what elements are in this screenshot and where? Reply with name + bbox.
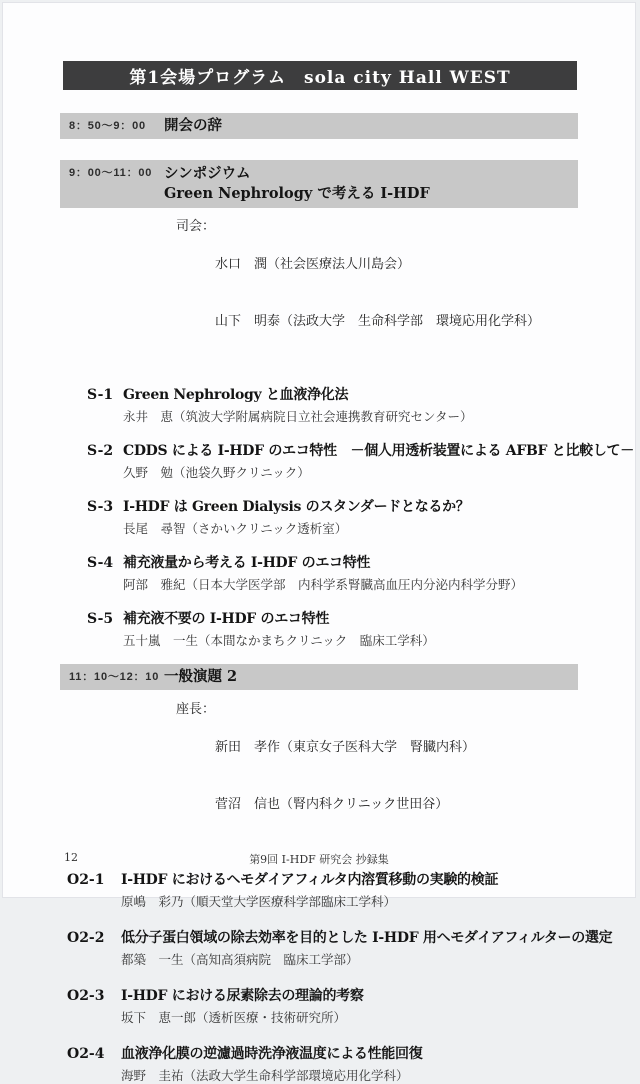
talk-author: 長尾 尋智（さかいクリニック透析室） <box>123 521 348 536</box>
talk-id: O2-1 <box>67 872 105 888</box>
talk-author: 原嶋 彩乃（順天堂大学医療科学部臨床工学科） <box>121 894 397 909</box>
session-time: 8：50～9：00 <box>69 120 146 132</box>
talk-author: 坂下 恵一郎（透析医療・技術研究所） <box>121 1010 347 1025</box>
talk-head <box>67 987 615 1006</box>
talk-item <box>87 610 615 649</box>
chair-name: 水口 潤（社会医療法人川島会） <box>215 257 411 272</box>
footer-title: 第9回 I-HDF 研究会 抄録集 <box>249 853 389 866</box>
talk-item <box>67 929 615 968</box>
talk-id: S-1 <box>87 387 114 403</box>
talk-author: 海野 圭祐（法政大学生命科学部環境応用化学科） <box>121 1068 409 1083</box>
talk-id: S-4 <box>87 555 114 571</box>
chair-label: 司会： <box>176 219 216 234</box>
talk-id: O2-3 <box>67 988 105 1004</box>
chair-names <box>215 700 475 852</box>
talk-title: 補充液量から考える I-HDF のエコ特性 <box>123 555 371 571</box>
talk-title: I-HDF は Green Dialysis のスタンダードとなるか？ <box>123 499 470 515</box>
session-subtitle: Green Nephrology で考える I-HDF <box>164 185 430 202</box>
chair-name: 山下 明泰（法政大学 生命科学部 環境応用化学科） <box>215 314 541 329</box>
talk-head <box>67 929 615 948</box>
talk-title: I-HDF における尿素除去の理論的考察 <box>121 988 364 1004</box>
session-title: シンポジウム <box>164 165 251 182</box>
talk-item <box>87 386 615 425</box>
talk-item <box>67 871 615 910</box>
talk-item <box>87 554 615 593</box>
talk-item <box>87 498 615 537</box>
session-time: 11：10～12：10 <box>69 671 160 683</box>
talk-item <box>67 987 615 1026</box>
talk-id: O2-4 <box>67 1046 105 1062</box>
talk-head <box>87 442 634 461</box>
talk-item <box>67 1045 615 1084</box>
talk-title: I-HDF におけるヘモダイアフィルタ内溶質移動の実験的検証 <box>121 872 499 888</box>
talk-title: 低分子蛋白領域の除去効率を目的とした I-HDF 用ヘモダイアフィルターの選定 <box>121 930 613 946</box>
chair-label: 座長： <box>176 702 216 717</box>
talk-author: 阿部 雅紀（日本大学医学部 内科学系腎臓高血圧内分泌内科学分野） <box>123 577 524 592</box>
page-title: 第1会場プログラム sola city Hall WEST <box>63 61 577 90</box>
talk-head <box>67 871 615 890</box>
talk-head <box>87 386 615 405</box>
session-time: 9：00～11：00 <box>69 167 153 179</box>
chair-name: 菅沼 信也（腎内科クリニック世田谷） <box>215 797 449 812</box>
symposium-chairs <box>176 217 635 369</box>
talk-title: 血液浄化膜の逆濾過時洗浄液温度による性能回復 <box>121 1046 423 1062</box>
chair-names <box>215 217 540 369</box>
talk-id: S-2 <box>87 443 114 459</box>
session-title-group <box>164 164 430 204</box>
general-chairs <box>176 700 635 852</box>
talk-id: S-5 <box>87 611 114 627</box>
talk-title: 補充液不要の I-HDF のエコ特性 <box>123 611 330 627</box>
chair-name: 新田 孝作（東京女子医科大学 腎臓内科） <box>215 740 476 755</box>
talk-id: O2-2 <box>67 930 105 946</box>
talk-author: 五十嵐 一生（本間なかまちクリニック 臨床工学科） <box>123 633 435 648</box>
talk-author: 都築 一生（高知高須病院 臨床工学部） <box>121 952 359 967</box>
talk-author: 永井 恵（筑波大学附属病院日立社会連携教育研究センター） <box>123 409 473 424</box>
session-bar-general <box>60 664 578 690</box>
footer-page-number: 12 <box>64 851 78 864</box>
talk-item <box>87 442 634 481</box>
session-bar-opening <box>60 113 578 139</box>
program-page <box>2 2 636 1083</box>
talk-id: S-3 <box>87 499 114 515</box>
talk-head <box>87 610 615 629</box>
talk-title: Green Nephrology と血液浄化法 <box>123 387 349 403</box>
talk-head <box>67 1045 615 1064</box>
session-bar-symposium <box>60 160 578 208</box>
session-title: 開会の辞 <box>164 117 222 134</box>
talk-author: 久野 勉（池袋久野クリニック） <box>123 465 310 480</box>
talk-head <box>87 554 615 573</box>
talk-head <box>87 498 615 517</box>
talk-title: CDDS による I-HDF のエコ特性 －個人用透析装置による AFBF と比較して－ <box>123 443 634 459</box>
session-title: 一般演題 2 <box>164 668 238 685</box>
page-footer <box>3 851 635 867</box>
